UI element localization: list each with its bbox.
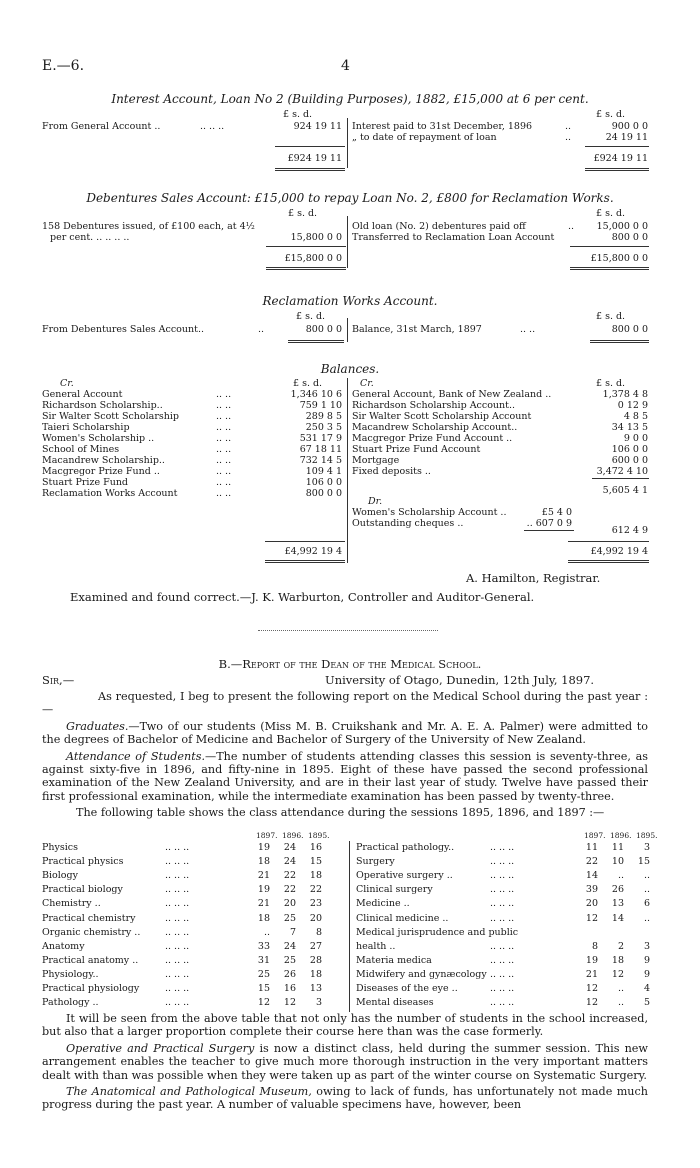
balance-left-amount: 67 18 11 (299, 444, 342, 455)
attendance-count: 12 (611, 968, 624, 980)
attendance-dots: .. .. .. (165, 954, 190, 966)
double-rule (288, 340, 344, 343)
balances-title: Balances. (320, 362, 380, 376)
attendance-count: 12 (585, 912, 598, 924)
attendance-count: 28 (309, 954, 322, 966)
reclamation-right-label: Balance, 31st March, 1897 (352, 324, 482, 335)
section-divider (258, 630, 438, 631)
attendance-count: 15 (257, 983, 270, 994)
attendance-count: 21 (585, 968, 598, 980)
attendance-count: 12 (585, 997, 598, 1009)
balances-dr-row: Women's Scholarship Account .. (352, 507, 507, 518)
attendance-count: 18 (611, 954, 624, 966)
balance-left-label: Sir Walter Scott Scholarship (42, 411, 179, 422)
attendance-count: .. (263, 926, 270, 938)
interest-divider (347, 118, 348, 168)
interest-right-amount: 24 19 11 (605, 132, 648, 143)
debentures-left-line2: per cent. .. .. .. .. (50, 232, 130, 243)
attendance-subject: Practical chemistry (42, 912, 136, 924)
balance-left-label: Richardson Scholarship.. (42, 400, 163, 411)
attendance-subject: Physiology.. (42, 968, 99, 980)
attendance-dots: .. .. .. (490, 884, 515, 896)
balance-right-label: Sir Walter Scott Scholarship Account (352, 411, 532, 422)
attendance-count: 16 (283, 983, 296, 994)
attendance-count: 9 (643, 954, 650, 966)
interest-right-dots: .. (565, 132, 572, 143)
attendance-count: 31 (257, 954, 270, 966)
attendance-count: 19 (257, 842, 270, 853)
balance-left-label: Stuart Prize Fund (42, 477, 129, 488)
debentures-right-col-heads: £ s. d. (596, 208, 626, 219)
balance-left-amount: 106 0 0 (305, 477, 342, 488)
reclamation-left-dots: .. (258, 324, 265, 335)
attendance-count: 20 (309, 912, 322, 924)
balance-right-label: Fixed deposits .. (352, 466, 431, 477)
attendance-count: 22 (309, 884, 322, 896)
attendance-subject: Materia medica (356, 954, 432, 966)
attendance-count: 14 (585, 870, 598, 882)
attendance-count: 15 (309, 856, 322, 868)
interest-right-row: „ to date of repayment of loan (352, 132, 497, 143)
paragraph-museum (42, 1085, 648, 1112)
balance-left-amount: 800 0 0 (305, 488, 342, 499)
balance-left-dots: .. .. (216, 455, 232, 466)
attendance-dots: .. .. .. (165, 870, 190, 882)
attendance-divider (349, 841, 350, 1012)
balance-left-label: Macgregor Prize Fund .. (42, 466, 160, 477)
balance-right-amount: 34 13 5 (611, 422, 648, 433)
debentures-divider (347, 216, 348, 268)
balance-left-dots: .. .. (216, 422, 232, 433)
balances-dr-amount: £5 4 0 (541, 507, 572, 518)
surgery-lead: Operative and Practical Surgery (66, 1041, 255, 1055)
balance-left-dots: .. .. (216, 389, 232, 400)
graduates-text: —Two of our students (Miss M. B. Cruikshank and Mr. A. E. A. Palmer) were admitted to the degrees of Bachelor of Medicine and Bachelor of Surgery of the University of New Zealand. (42, 719, 648, 747)
attendance-count: 5 (643, 997, 650, 1009)
reclamation-left-col-heads: £ s. d. (296, 311, 326, 322)
attendance-count: 18 (309, 968, 322, 980)
attendance-text: —The number of students attending classes this session is seventy-three, as against sixty-five in 1896, and fifty-nine in 1895. Eight of these have passed the second professional examination of the New Zealand University, and are in their last year of study. Twelve have passed their first professional examination, while the intermediate examination has been passed by twenty-three. (42, 749, 648, 803)
paragraph-table-intro: The following table shows the class attendance during the sessions 1895, 1896, and 1897 :— (76, 806, 605, 820)
attendance-subject: Clinical medicine .. (356, 912, 449, 924)
attendance-count: 24 (283, 856, 296, 868)
double-rule (275, 168, 345, 171)
attendance-count: 4 (643, 983, 650, 994)
document-reference: E.—6. (42, 58, 85, 74)
balance-left-dots: .. .. (216, 400, 232, 411)
balance-right-amount: 9 0 0 (623, 433, 648, 444)
attendance-count: .. (643, 884, 650, 896)
attendance-count: .. (617, 983, 624, 994)
interest-left-col-heads: £ s. d. (283, 109, 313, 120)
balance-left-label: General Account (42, 389, 123, 400)
debentures-right-amount: 15,000 0 0 (596, 221, 648, 232)
attendance-count: 19 (257, 884, 270, 896)
attendance-count: 15 (637, 856, 650, 868)
rule (266, 246, 346, 247)
balance-right-amount: 0 12 9 (617, 400, 648, 411)
balances-left-col-heads: £ s. d. (293, 378, 323, 389)
attendance-count: 7 (289, 926, 296, 938)
attendance-count: 11 (611, 842, 624, 853)
attendance-count: 9 (643, 968, 650, 980)
attendance-count: 18 (309, 870, 322, 882)
attendance-subject: Physics (42, 842, 78, 853)
attendance-subject: Midwifery and gynæcology (356, 968, 487, 980)
attendance-dots: .. .. .. (165, 940, 190, 952)
paragraph-surgery (42, 1042, 648, 1082)
attendance-dots: .. .. .. (165, 884, 190, 896)
attendance-dots: .. .. .. (490, 997, 515, 1009)
attendance-count: 12 (257, 997, 270, 1009)
attendance-dots: .. .. .. (490, 954, 515, 966)
balance-right-label: Macandrew Scholarship Account.. (352, 422, 518, 433)
attendance-dots: .. .. .. (165, 856, 190, 868)
attendance-count: 3 (643, 842, 650, 853)
attendance-count: 3 (643, 940, 650, 952)
attendance-count: 6 (643, 898, 650, 910)
attendance-count: 33 (257, 940, 270, 952)
year-header: 1897. (256, 831, 278, 840)
balance-right-amount: 4 8 5 (623, 411, 648, 422)
attendance-subject: Chemistry .. (42, 898, 101, 910)
balances-divider (347, 378, 348, 563)
balance-right-amount: 106 0 0 (611, 444, 648, 455)
attendance-count: 22 (585, 856, 598, 868)
attendance-subject: Clinical surgery (356, 884, 433, 896)
attendance-count: 22 (283, 884, 296, 896)
double-rule (570, 267, 649, 270)
attendance-dots: .. .. .. (165, 983, 190, 994)
attendance-count: 25 (257, 968, 270, 980)
attendance-count: 18 (257, 856, 270, 868)
balance-left-amount: 531 17 9 (299, 433, 342, 444)
attendance-subject: Practical biology (42, 884, 123, 896)
attendance-count: 25 (283, 954, 296, 966)
attendance-subject: Medical jurisprudence and public (356, 926, 519, 938)
attendance-count: 3 (315, 997, 322, 1009)
report-heading: B.—Report of the Dean of the Medical School. (218, 657, 482, 671)
attendance-count: 25 (283, 912, 296, 924)
debentures-left-line1: 158 Debentures issued, of £100 each, at 4½ (42, 221, 255, 232)
attendance-count: .. (643, 870, 650, 882)
attendance-subject: Surgery (356, 856, 395, 868)
rule (570, 246, 649, 247)
debentures-left-amount: 15,800 0 0 (290, 232, 342, 243)
rule (275, 146, 345, 147)
attendance-count: 19 (585, 954, 598, 966)
balance-left-dots: .. .. (216, 477, 232, 488)
attendance-subject: Organic chemistry .. (42, 926, 141, 938)
balance-right-amount: 3,472 4 10 (596, 466, 648, 477)
balance-left-amount: 759 1 10 (299, 400, 342, 411)
graduates-lead: Graduates. (66, 719, 129, 733)
attendance-dots: .. .. .. (165, 898, 190, 910)
place-date: University of Otago, Dunedin, 12th July, 1897. (325, 673, 595, 687)
double-rule (568, 560, 649, 563)
attendance-count: 18 (257, 912, 270, 924)
attendance-dots: .. .. .. (490, 870, 515, 882)
interest-right-row: Interest paid to 31st December, 1896 (352, 121, 533, 132)
debentures-right-row: Old loan (No. 2) debentures paid off (352, 221, 526, 232)
attendance-dots: .. .. .. (490, 983, 515, 994)
surgery-text: is now a distinct class, held during the summer session. This new arrangement enables the teacher to give much more thorough instruction in the very important matters dealt with than was possible when they were taken up as part of the winter course on Systematic Surgery. (42, 1041, 648, 1082)
interest-right-dots: .. (565, 121, 572, 132)
registrar-signature: A. Hamilton, Registrar. (466, 571, 601, 585)
attendance-subject: Medicine .. (356, 898, 410, 910)
attendance-count: 16 (309, 842, 322, 853)
paragraph-attendance (42, 750, 648, 804)
attendance-count: 14 (611, 912, 624, 924)
balance-right-amount: 600 0 0 (611, 455, 648, 466)
reclamation-right-amount: 800 0 0 (611, 324, 648, 335)
salutation: Sir,— (42, 673, 75, 687)
attendance-count: 21 (257, 898, 270, 910)
rule (592, 478, 649, 479)
interest-right-amount: 900 0 0 (611, 121, 648, 132)
debentures-account-title: Debentures Sales Account: £15,000 to repay Loan No. 2, £800 for Reclamation Works. (86, 191, 614, 205)
year-header: 1895. (308, 831, 330, 840)
double-rule (265, 560, 345, 563)
attendance-dots: .. .. .. (490, 856, 515, 868)
paragraph-intro: As requested, I beg to present the following report on the Medical School during the past year :— (42, 690, 648, 717)
balance-left-amount: 250 3 5 (305, 422, 342, 433)
attendance-count: 23 (309, 898, 322, 910)
balance-right-label: Richardson Scholarship Account.. (352, 400, 516, 411)
balances-right-subtotal: 5,605 4 1 (602, 485, 648, 496)
attendance-count: .. (617, 870, 624, 882)
balance-left-dots: .. .. (216, 433, 232, 444)
balance-right-amount: 1,378 4 8 (602, 389, 648, 400)
balance-left-dots: .. .. (216, 411, 232, 422)
interest-left-dots: .. .. .. (200, 121, 225, 132)
attendance-count: 21 (257, 870, 270, 882)
balance-right-label: Stuart Prize Fund Account (352, 444, 481, 455)
debentures-right-row: Transferred to Reclamation Loan Account (352, 232, 555, 243)
reclamation-account-title: Reclamation Works Account. (262, 294, 438, 308)
year-header: 1897. (584, 831, 606, 840)
balance-left-label: Taieri Scholarship (42, 422, 130, 433)
debentures-left-total: £15,800 0 0 (284, 253, 342, 264)
paragraph-conclusion: It will be seen from the above table that not only has the number of students in the school increased, but also that a larger proportion complete their course here than was the case formerly. (42, 1012, 648, 1039)
balance-left-dots: .. .. (216, 466, 232, 477)
attendance-count: 10 (611, 856, 624, 868)
attendance-dots: .. .. .. (165, 926, 190, 938)
paragraph-graduates (42, 720, 648, 747)
double-rule (590, 340, 649, 343)
balances-dr-label: Dr. (368, 496, 383, 507)
attendance-count: .. (617, 997, 624, 1009)
attendance-subject: Practical physics (42, 856, 124, 868)
attendance-subject: Practical pathology.. (356, 842, 455, 853)
attendance-count: 11 (585, 842, 598, 853)
museum-text: owing to lack of funds, has unfortunately not made much progress during the past year. A number of valuable specimens have, however, been (42, 1085, 648, 1112)
attendance-dots: .. .. .. (490, 968, 515, 980)
balances-dr-row: Outstanding cheques .. (352, 518, 464, 529)
balances-right-total: £4,992 19 4 (590, 546, 648, 557)
attendance-count: 12 (585, 983, 598, 994)
balances-left-cr: Cr. (60, 378, 74, 389)
attendance-count: 26 (611, 884, 624, 896)
balance-left-label: Macandrew Scholarship.. (42, 455, 165, 466)
attendance-subject: Biology (42, 870, 78, 882)
attendance-subject: Anatomy (42, 940, 85, 952)
attendance-count: 20 (283, 898, 296, 910)
balance-right-label: Mortgage (352, 455, 400, 466)
attendance-count: 22 (283, 870, 296, 882)
balance-left-amount: 1,346 10 6 (290, 389, 342, 400)
attendance-count: 26 (283, 968, 296, 980)
attendance-count: 13 (611, 898, 624, 910)
balance-left-dots: .. .. (216, 444, 232, 455)
balance-right-label: Macgregor Prize Fund Account .. (352, 433, 513, 444)
interest-right-col-heads: £ s. d. (596, 109, 626, 120)
attendance-dots: .. .. .. (165, 842, 190, 853)
attendance-count: 24 (283, 842, 296, 853)
attendance-dots: .. .. .. (490, 940, 515, 952)
attendance-lead: Attendance of Students. (66, 749, 206, 763)
attendance-dots: .. .. .. (490, 898, 515, 910)
balance-left-label: School of Mines (42, 444, 120, 455)
reclamation-left-amount: 800 0 0 (305, 324, 342, 335)
balance-left-amount: 732 14 5 (299, 455, 342, 466)
rule (568, 541, 649, 542)
interest-left-label: From General Account .. (42, 121, 161, 132)
museum-lead: The Anatomical and Pathological Museum, (66, 1085, 312, 1099)
balance-left-label: Women's Scholarship .. (42, 433, 155, 444)
auditor-note: Examined and found correct.—J. K. Warburton, Controller and Auditor-General. (70, 590, 535, 604)
attendance-subject: Mental diseases (356, 997, 434, 1009)
interest-left-amount: 924 19 11 (293, 121, 342, 132)
debentures-right-amount: 800 0 0 (611, 232, 648, 243)
debentures-right-total: £15,800 0 0 (590, 253, 648, 264)
double-rule (585, 168, 649, 171)
attendance-count: 2 (617, 940, 624, 952)
attendance-count: 8 (315, 926, 322, 938)
attendance-dots: .. .. .. (490, 912, 515, 924)
attendance-count: 8 (591, 940, 598, 952)
attendance-count: 13 (309, 983, 322, 994)
attendance-count: 27 (309, 940, 322, 952)
double-rule (266, 267, 346, 270)
balances-dr-amount: .. 607 0 9 (526, 518, 572, 529)
balance-left-amount: 289 8 5 (305, 411, 342, 422)
attendance-dots: .. .. .. (490, 842, 515, 853)
rule (265, 541, 345, 542)
attendance-subject: Practical anatomy .. (42, 954, 139, 966)
year-header: 1895. (636, 831, 658, 840)
attendance-subject: Diseases of the eye .. (356, 983, 458, 994)
balances-left-total: £4,992 19 4 (284, 546, 342, 557)
reclamation-right-dots: .. .. (520, 324, 536, 335)
attendance-count: 24 (283, 940, 296, 952)
interest-left-total: £924 19 11 (287, 153, 342, 164)
balance-left-dots: .. .. (216, 488, 232, 499)
debentures-left-col-heads: £ s. d. (288, 208, 318, 219)
attendance-subject: Practical physiology (42, 983, 140, 994)
attendance-count: 39 (585, 884, 598, 896)
page-number: 4 (341, 58, 350, 74)
reclamation-divider (347, 318, 348, 342)
attendance-subject: Operative surgery .. (356, 870, 453, 882)
reclamation-right-col-heads: £ s. d. (596, 311, 626, 322)
attendance-dots: .. .. .. (165, 997, 190, 1009)
balance-right-label: General Account, Bank of New Zealand .. (352, 389, 552, 400)
attendance-subject: health .. (356, 940, 396, 952)
attendance-subject: Pathology .. (42, 997, 99, 1009)
debentures-right-dots: .. (568, 221, 575, 232)
attendance-count: 20 (585, 898, 598, 910)
balance-left-amount: 109 4 1 (305, 466, 342, 477)
balances-right-col-heads: £ s. d. (596, 378, 626, 389)
interest-right-total: £924 19 11 (593, 153, 648, 164)
year-header: 1896. (610, 831, 632, 840)
attendance-count: .. (643, 912, 650, 924)
interest-account-title: Interest Account, Loan No 2 (Building Purposes), 1882, £15,000 at 6 per cent. (111, 92, 589, 106)
year-header: 1896. (282, 831, 304, 840)
balances-right-cr: Cr. (360, 378, 374, 389)
attendance-dots: .. .. .. (165, 912, 190, 924)
reclamation-left-label: From Debentures Sales Account.. (42, 324, 204, 335)
attendance-dots: .. .. .. (165, 968, 190, 980)
rule (585, 146, 649, 147)
attendance-count: 12 (283, 997, 296, 1009)
balances-dr-total: 612 4 9 (611, 525, 648, 536)
balance-left-label: Reclamation Works Account (42, 488, 178, 499)
